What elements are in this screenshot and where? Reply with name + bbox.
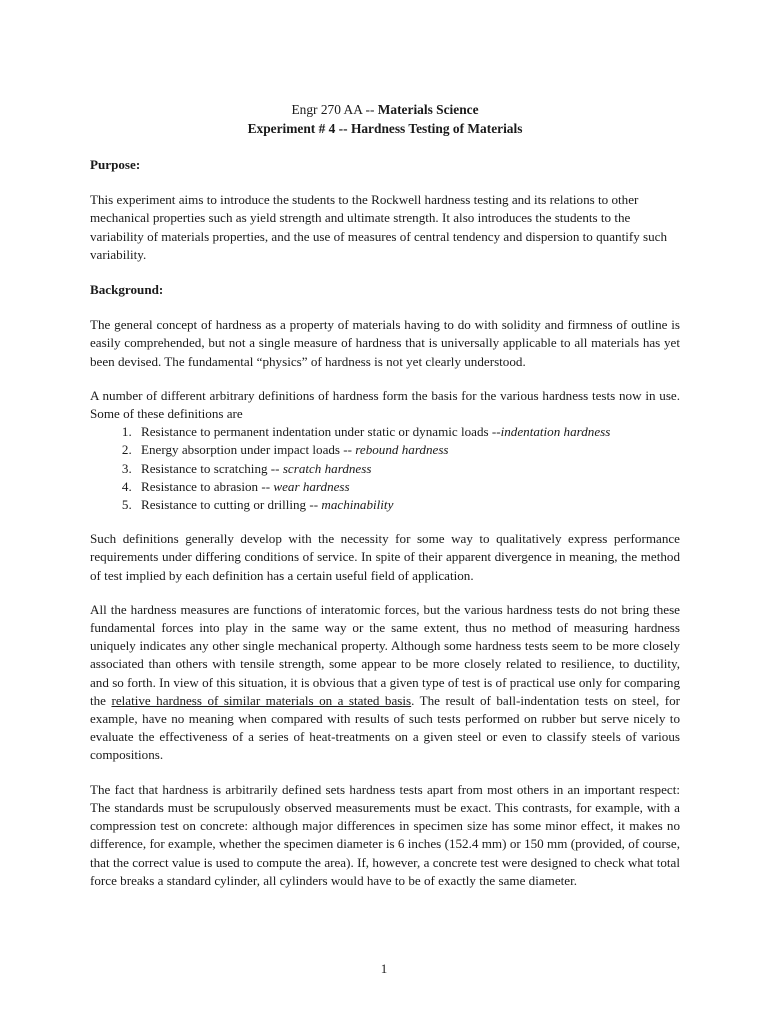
definition-term: scratch hardness	[282, 460, 372, 476]
underlined-phrase: relative hardness of similar materials on a stated basis	[111, 692, 412, 708]
definition-term: indentation hardness	[500, 424, 611, 440]
background-paragraph-3: Such definitions generally develop with the necessity for some way to qualitatively express performance requirements under differing conditions of service. In spite of their apparent divergence in meaning, the method of test implied by each definition has a certain useful field of application.	[90, 531, 680, 583]
course-title	[90, 100, 680, 119]
page-number: 1	[380, 961, 388, 976]
list-item: 2. Energy absorption under impact loads -- rebound hardness	[135, 441, 680, 459]
background-heading: Background:	[90, 282, 164, 298]
hardness-definitions-list	[90, 423, 680, 514]
list-item: 1. Resistance to permanent indentation under static or dynamic loads --indentation hardness	[135, 423, 680, 441]
purpose-paragraph: This experiment aims to introduce the students to the Rockwell hardness testing and its relations to other mechanical properties such as yield strength and ultimate strength. It also introduces the students to the variability of materials properties, and the use of measures of central tendency and dispersion to quantify such variability.	[90, 192, 668, 262]
definition-term: rebound hardness	[355, 442, 449, 458]
background-paragraph-5: The fact that hardness is arbitrarily defined sets hardness tests apart from most others in an important respect: The standards must be scrupulously observed measurements must be exact. This contrasts, for example, with a compression test on concrete: although major differences in specimen size has some minor effect, it makes no difference, for example, whether the specimen diameter is 6 inches (152.4 mm) or 150 mm (provided, of course, that the correct value is used to compute the area). If, however, a concrete test were designed to check what total force breaks a standard cylinder, all cylinders would have to be of exactly the same diameter.	[90, 781, 680, 888]
list-item: 5. Resistance to cutting or drilling -- machinability	[135, 496, 680, 514]
list-item: 4. Resistance to abrasion -- wear hardness	[135, 478, 680, 496]
document-page	[90, 100, 680, 890]
background-paragraph-4: All the hardness measures are functions of interatomic forces, but the various hardness tests do not bring these fundamental forces into play in the same way or the same extent, thus no method of measuring hardness uniquely indicates any other single mechanical property. Although some hardness tests seem to be more closely associated than others with tensile strength, some appear to be more closely related to resilience, to ductility, and so forth. In view of this situation, it is obvious that a given type of test is of practical use only for comparing the relative hardness of similar materials on a stated basis. The result of ball-indentation tests on steel, for example, have no meaning when compared with results of such tests performed on rubber but serve nicely to evaluate the effectiveness of a series of heat-treatments on a given steel or even to classify steels of various compositions.	[90, 601, 681, 763]
experiment-title: Experiment # 4 -- Hardness Testing of Materials	[247, 121, 523, 136]
course-name: Materials Science	[377, 102, 479, 117]
definition-term: machinability	[321, 497, 394, 513]
course-prefix: Engr 270 AA --	[291, 102, 378, 117]
purpose-heading: Purpose:	[90, 157, 141, 172]
background-paragraph-2: A number of different arbitrary definitions of hardness form the basis for the various hardness tests now in use. Some of these definitions are	[90, 387, 680, 422]
definition-term: wear hardness	[273, 478, 350, 494]
list-item: 3. Resistance to scratching -- scratch hardness	[135, 460, 680, 478]
background-paragraph-1: The general concept of hardness as a property of materials having to do with solidity and firmness of outline is easily comprehended, but not a single measure of hardness that is universally applicable to all materials has yet been devised. The fundamental “physics” of hardness is not yet clearly understood.	[90, 317, 680, 369]
